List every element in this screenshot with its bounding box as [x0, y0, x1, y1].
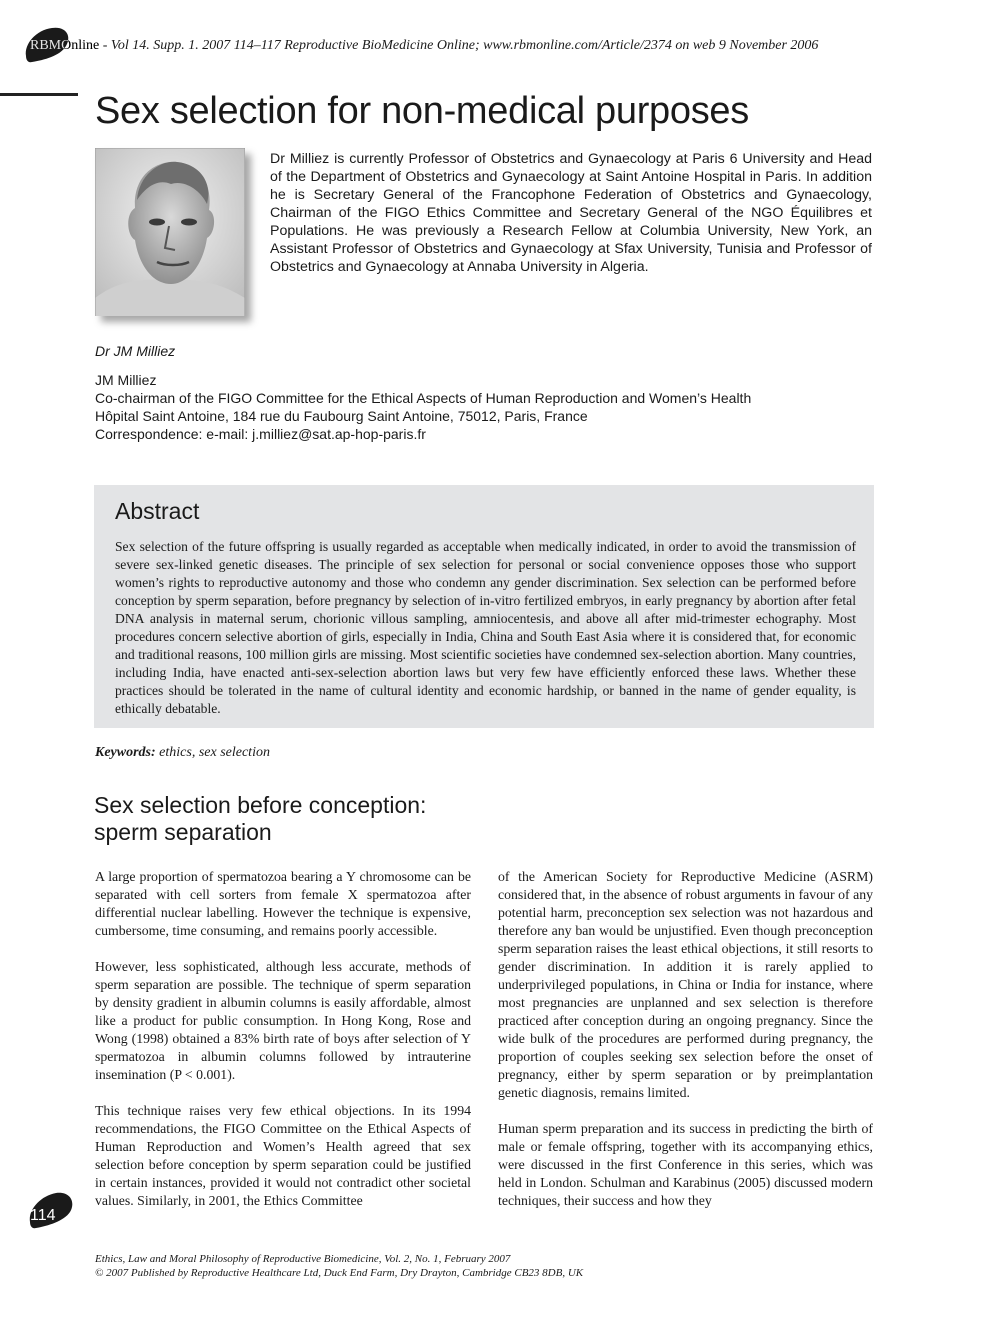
body-column-left — [95, 868, 471, 1228]
body-paragraph: Human sperm preparation and its success in predicting the birth of male or female offspring, together with its accompanying ethics, were discussed in the first Conference in this series, which was held in London. Schulman and Karabinus (2005) discussed modern techniques, their success and how they — [498, 1121, 873, 1208]
page-footer — [95, 1252, 583, 1280]
author-address: Hôpital Saint Antoine, 184 rue du Faubourg Saint Antoine, 75012, Paris, France — [95, 408, 588, 424]
author-portrait-photo — [95, 148, 245, 316]
body-paragraph: A large proportion of spermatozoa bearing a Y chromosome can be separated with cell sorters from female X spermatozoa after differential nuclear labelling. However the technique is expensive, cumbersome, time consuming, and remains poorly accessible. — [95, 869, 471, 938]
page-number-badge — [26, 1190, 74, 1230]
keywords — [95, 745, 270, 761]
author-correspondence: Correspondence: e-mail: j.milliez@sat.ap-hop-paris.fr — [95, 426, 426, 442]
header-rule — [0, 93, 78, 96]
author-role: Co-chairman of the FIGO Committee for the Ethical Aspects of Human Reproduction and Women’s Health — [95, 390, 752, 406]
body-column-right — [498, 868, 873, 1228]
author-affiliation — [95, 371, 751, 443]
journal-header — [30, 38, 818, 54]
page-title: Sex selection for non-medical purposes — [95, 90, 749, 132]
author-name: JM Milliez — [95, 372, 157, 388]
abstract-text: Sex selection of the future offspring is usually regarded as acceptable when medically indicated, in order to avoid the transmission of severe sex-linked genetic diseases. The principle of sex selection for personal or social convenience opposes those who support women’s rights to reproductive autonomy and those who condemn any gender discrimination. Sex selection can be performed before conception by sperm separation, before pregnancy by selection of in-vitro fertilized embryos, in early pregnancy by abortion after fetal DNA analysis in maternal serum, chorionic villous sampling, amniocentesis, and above all after mid-trimester echography. Most procedures concern selective abortion of girls, especially in India, China and South East Asia where it is considered that, for economic and traditional reasons, 100 million girls are missing. Most scientific societies have condemned sex-selection abortion. Many countries, including India, have enacted anti-sex-selection abortion laws but very few have efficiently enforced these laws. Whether these practices should be tolerated in the name of cultural identity and economic hardship, or banned in the name of gender equality, is ethically debatable. — [115, 539, 856, 716]
body-paragraph: This technique raises very few ethical objections. In its 1994 recommendations, the FIGO Committee on the Ethical Aspects of Human Reproduction and Women’s Health agreed that sex selection before conception by sperm separation could be justified in certain instances, provided it would not contradict other societal values. Similarly, in 2001, the Ethics Committee — [95, 1103, 471, 1208]
footer-copyright: © 2007 Published by Reproductive Healthcare Ltd, Duck End Farm, Dry Drayton, Cambridge CB23 8DB, UK — [95, 1267, 584, 1279]
section-heading-line1: Sex selection before conception: — [94, 792, 427, 818]
section-heading — [94, 792, 426, 846]
page-number: 114 — [30, 1207, 56, 1224]
body-paragraph: However, less sophisticated, although less accurate, methods of sperm separation are possible. The technique of sperm separation by density gradient in albumin columns is easily affordable, almost like a product for public consumption. In Hong Kong, Rose and Wong (1998) obtained a 83% birth rate of boys after selection of Y spermatozoa in albumin columns followed by intrauterine insemination (P < 0.001). — [95, 959, 471, 1082]
journal-logo-text: RBMOnline — [30, 38, 100, 53]
body-paragraph: of the American Society for Reproductive Medicine (ASRM) considered that, in the absence of robust arguments in favour of any potential harm, preconception sex selection was not hazardous and therefore any ban would be unjustified. Even though preconception sperm separation raises the least ethical objections, it still resorts to gender discrimination. In addition it is rarely applied to underprivileged populations, in China or India for instance, where most pregnancies are unplanned and sex selection is therefore practiced after conception during an ongoing pregnancy. Since the wide bulk of the procedures are performed during pregnancy, the proportion of couples seeking sex selection before the onset of pregnancy, either by sperm separation or by preimplantation genetic diagnosis, remains limited. — [498, 869, 873, 1100]
section-heading-line2: sperm separation — [94, 819, 272, 845]
portrait-caption: Dr JM Milliez — [95, 343, 176, 359]
footer-source: Ethics, Law and Moral Philosophy of Reproductive Biomedicine, Vol. 2, No. 1, February 2007 — [95, 1253, 511, 1265]
author-biography: Dr Milliez is currently Professor of Obstetrics and Gynaecology at Paris 6 University and Head of the Department of Obstetrics and Gynaecology at Saint Antoine Hospital in Paris. In addition he is Secretary General of the Francophone Federation of Obstetrics and Gynaecology, Chairman of the FIGO Ethics Committee and Secretary General of the NGO Équilibres et Populations. He was previously a Research Fellow at Columbia University, New York, an Assistant Professor of Obstetrics and Gynaecology at Sfax University, Tunisia and Professor of Obstetrics and Gynaecology at Annaba University in Algeria. — [270, 151, 872, 275]
keywords-label: Keywords: — [95, 745, 156, 760]
journal-citation: - Vol 14. Supp. 1. 2007 114–117 Reproductive BioMedicine Online; www.rbmonline.com/Article/2374 on web 9 November 2006 — [99, 38, 819, 53]
keywords-value: ethics, sex selection — [155, 745, 270, 760]
abstract-heading: Abstract — [115, 498, 200, 524]
